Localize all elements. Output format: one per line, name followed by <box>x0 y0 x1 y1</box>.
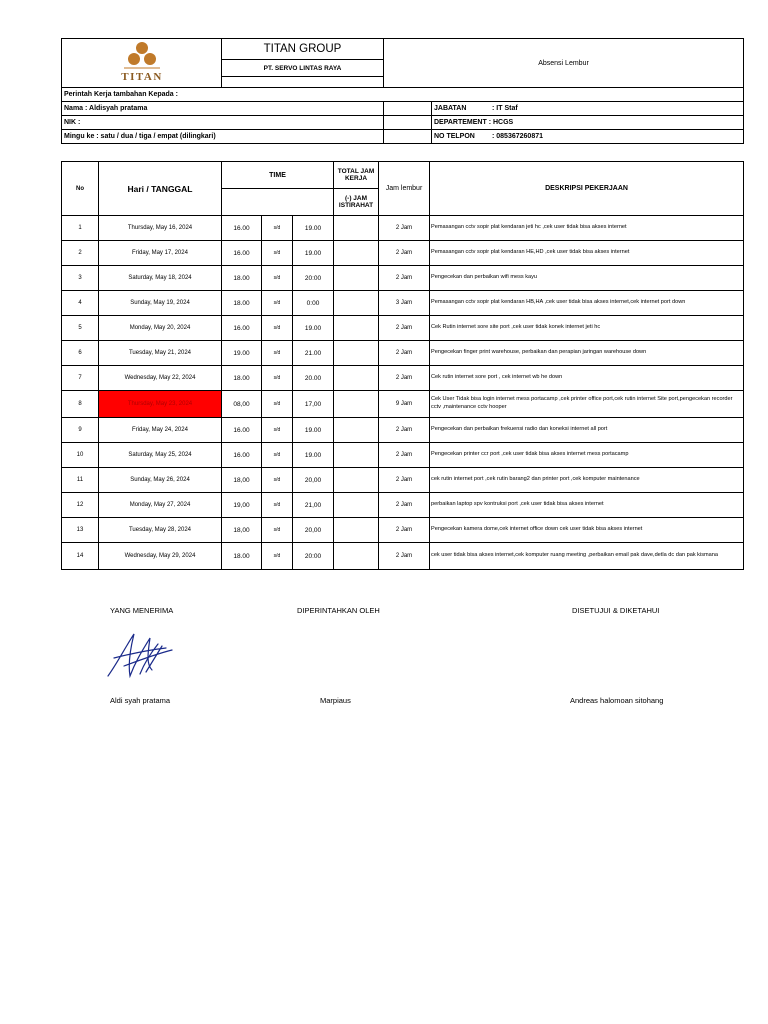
row-date: Tuesday, May 21, 2024 <box>99 341 222 366</box>
table-row <box>62 241 744 266</box>
row-total <box>334 366 379 391</box>
logo-text: TITAN <box>120 71 163 83</box>
row-start-time: 18.00 <box>222 543 262 570</box>
row-no: 10 <box>62 443 99 468</box>
col-istirahat-header: (-) JAM ISTIRAHAT <box>334 189 379 216</box>
row-start-time: 16.00 <box>222 443 262 468</box>
row-desc: Pengecekan kamera dome,cek internet office down cek user tidak bisa akses internet <box>430 518 744 543</box>
jabatan-field <box>432 102 744 116</box>
row-end-time: 20,00 <box>293 518 334 543</box>
row-lembur: 2 Jam <box>379 443 430 468</box>
row-total <box>334 418 379 443</box>
row-sd: s/d <box>262 316 293 341</box>
approved-name: Andreas halomoan sitohang <box>570 696 664 705</box>
row-no: 4 <box>62 291 99 316</box>
row-sd: s/d <box>262 493 293 518</box>
row-end-time: 19.00 <box>293 241 334 266</box>
row-end-time: 20:00 <box>293 543 334 570</box>
table-row <box>62 468 744 493</box>
row-start-time: 16.00 <box>222 241 262 266</box>
row-no: 8 <box>62 391 99 418</box>
row-end-time: 19.00 <box>293 316 334 341</box>
row-lembur: 2 Jam <box>379 216 430 241</box>
row-start-time: 16.00 <box>222 316 262 341</box>
overtime-table <box>61 161 744 570</box>
row-total <box>334 543 379 570</box>
row-no: 9 <box>62 418 99 443</box>
row-total <box>334 266 379 291</box>
row-lembur: 2 Jam <box>379 241 430 266</box>
row-sd: s/d <box>262 341 293 366</box>
row-lembur: 2 Jam <box>379 493 430 518</box>
row-end-time: 20:00 <box>293 266 334 291</box>
row-sd: s/d <box>262 468 293 493</box>
row-total <box>334 291 379 316</box>
row-lembur: 2 Jam <box>379 316 430 341</box>
row-no: 7 <box>62 366 99 391</box>
signature-scribble-icon <box>100 624 180 684</box>
row-desc: Pemasangan cctv sopir plat kendaran HE,HD ,cek user tidak bisa akses internet <box>430 241 744 266</box>
row-start-time: 18,00 <box>222 468 262 493</box>
col-lembur-header: Jam lembur <box>379 162 430 216</box>
row-no: 1 <box>62 216 99 241</box>
telpon-value: : 085367260871 <box>492 133 543 140</box>
telpon-label: NO TELPON <box>434 133 475 140</box>
minggu-field: Mingu ke : satu / dua / tiga / empat (dilingkari) <box>62 130 384 144</box>
row-date: Saturday, May 18, 2024 <box>99 266 222 291</box>
table-row <box>62 291 744 316</box>
row-date: Friday, May 24, 2024 <box>99 418 222 443</box>
row-lembur: 2 Jam <box>379 341 430 366</box>
row-total <box>334 341 379 366</box>
col-tanggal-header: Hari / TANGGAL <box>99 162 222 216</box>
row-lembur: 3 Jam <box>379 291 430 316</box>
jabatan-label: JABATAN <box>434 105 467 112</box>
row-desc: cek rutin internet port ,cek rutin barang2 dan printer port ,cek komputer maintenance <box>430 468 744 493</box>
row-date: Monday, May 27, 2024 <box>99 493 222 518</box>
row-date: Thursday, May 16, 2024 <box>99 216 222 241</box>
receiver-title: YANG MENERIMA <box>110 606 174 615</box>
row-start-time: 19.00 <box>222 341 262 366</box>
row-end-time: 0:00 <box>293 291 334 316</box>
row-total <box>334 216 379 241</box>
row-date: Tuesday, May 28, 2024 <box>99 518 222 543</box>
table-row <box>62 443 744 468</box>
row-start-time: 18.00 <box>222 266 262 291</box>
row-desc: Cek Rutin internet sore site port ,cek user tidak konek internet jeti hc <box>430 316 744 341</box>
row-total <box>334 241 379 266</box>
receiver-name: Aldi syah pratama <box>110 696 171 705</box>
row-sd: s/d <box>262 443 293 468</box>
row-no: 6 <box>62 341 99 366</box>
row-total <box>334 391 379 418</box>
row-start-time: 18.00 <box>222 366 262 391</box>
row-date: Monday, May 20, 2024 <box>99 316 222 341</box>
row-sd: s/d <box>262 241 293 266</box>
table-row <box>62 418 744 443</box>
row-desc: Pengecekan finger print warehouse, perbaikan dan perapian jaringan warehouse down <box>430 341 744 366</box>
row-end-time: 19.00 <box>293 418 334 443</box>
row-sd: s/d <box>262 391 293 418</box>
col-total-header: TOTAL JAM KERJA <box>334 162 379 189</box>
col-no-header: No <box>62 162 99 216</box>
row-date: Sunday, May 26, 2024 <box>99 468 222 493</box>
row-no: 13 <box>62 518 99 543</box>
row-total <box>334 518 379 543</box>
ordered-title: DIPERINTAHKAN OLEH <box>297 606 380 615</box>
row-no: 11 <box>62 468 99 493</box>
row-end-time: 20.00 <box>293 366 334 391</box>
nik-field: NIK : <box>62 116 384 130</box>
header-table <box>61 38 744 144</box>
nama-field: Nama : Aldisyah pratama <box>62 102 384 116</box>
row-desc: Cek rutin internet sore port , cek internet wb he down <box>430 366 744 391</box>
departement-field: DEPARTEMENT : HCGS <box>432 116 744 130</box>
table-row <box>62 518 744 543</box>
row-no: 12 <box>62 493 99 518</box>
row-lembur: 2 Jam <box>379 543 430 570</box>
company-name: TITAN GROUP <box>222 39 384 60</box>
row-date: Wednesday, May 22, 2024 <box>99 366 222 391</box>
row-end-time: 19.00 <box>293 216 334 241</box>
row-total <box>334 468 379 493</box>
row-lembur: 2 Jam <box>379 266 430 291</box>
row-desc: Pengecekan dan perbaikan frekuensi radio dan koneksi internet all port <box>430 418 744 443</box>
row-end-time: 20,00 <box>293 468 334 493</box>
logo-cell <box>62 39 222 88</box>
subcompany-name: PT. SERVO LINTAS RAYA <box>222 60 384 76</box>
row-desc: Cek User Tidak bisa login internet mess portacamp ,cek printer office port,cek rutin internet Site port,pengecekan recorder cctv ,maintenance cctv hooper <box>430 391 744 418</box>
row-start-time: 19,00 <box>222 493 262 518</box>
row-lembur: 2 Jam <box>379 518 430 543</box>
doc-title: Absensi Lembur <box>384 39 744 88</box>
ordered-name: Marpiaus <box>320 696 351 705</box>
row-desc: cek user tidak bisa akses internet,cek komputer ruang meeting ,perbaikan email pak dave,detla dc dan pak kismana <box>430 543 744 570</box>
row-start-time: 16.00 <box>222 418 262 443</box>
row-date: Sunday, May 19, 2024 <box>99 291 222 316</box>
titan-logo-icon <box>102 39 182 85</box>
table-row <box>62 341 744 366</box>
row-total <box>334 443 379 468</box>
row-date: Saturday, May 25, 2024 <box>99 443 222 468</box>
table-row <box>62 493 744 518</box>
row-lembur: 2 Jam <box>379 366 430 391</box>
table-row <box>62 266 744 291</box>
table-row <box>62 316 744 341</box>
row-total <box>334 316 379 341</box>
row-end-time: 19.00 <box>293 443 334 468</box>
table-row <box>62 391 744 418</box>
jabatan-value: : IT Staf <box>492 105 518 112</box>
row-end-time: 21,00 <box>293 493 334 518</box>
row-sd: s/d <box>262 543 293 570</box>
row-start-time: 08,00 <box>222 391 262 418</box>
row-sd: s/d <box>262 291 293 316</box>
row-date: Wednesday, May 29, 2024 <box>99 543 222 570</box>
table-row <box>62 543 744 570</box>
row-end-time: 21.00 <box>293 341 334 366</box>
row-no: 3 <box>62 266 99 291</box>
col-time-header: TIME <box>222 162 334 189</box>
row-desc: Pengecekan dan perbaikan wifi mess kayu <box>430 266 744 291</box>
approved-title: DISETUJUI & DIKETAHUI <box>572 606 660 615</box>
row-desc: Pemasangan cctv sopir plat kendaran HB,HA ,cek user tidak bisa akses internet,cek internet port down <box>430 291 744 316</box>
row-sd: s/d <box>262 266 293 291</box>
table-row <box>62 366 744 391</box>
row-desc: Pemasangan cctv sopir plat kendaran jeti hc ,cek user tidak bisa akses internet <box>430 216 744 241</box>
row-desc: Pengecekan printer ccr port ,cek user tidak bisa akses internet mess portacamp <box>430 443 744 468</box>
col-desc-header: DESKRIPSI PEKERJAAN <box>430 162 744 216</box>
row-start-time: 18,00 <box>222 518 262 543</box>
row-no: 2 <box>62 241 99 266</box>
row-no: 14 <box>62 543 99 570</box>
signature-section <box>0 600 768 720</box>
row-start-time: 18.00 <box>222 291 262 316</box>
row-total <box>334 493 379 518</box>
row-sd: s/d <box>262 418 293 443</box>
row-desc: perbaikan laptop spv kontruksi port ,cek user tidak bisa akses internet <box>430 493 744 518</box>
row-sd: s/d <box>262 216 293 241</box>
row-sd: s/d <box>262 366 293 391</box>
row-date: Thursday, May 23, 2024 <box>99 391 222 418</box>
row-date: Friday, May 17, 2024 <box>99 241 222 266</box>
row-end-time: 17,00 <box>293 391 334 418</box>
instruction-line: Perintah Kerja tambahan Kepada : <box>62 88 744 102</box>
row-start-time: 16.00 <box>222 216 262 241</box>
row-no: 5 <box>62 316 99 341</box>
telpon-field <box>432 130 744 144</box>
row-lembur: 2 Jam <box>379 418 430 443</box>
row-sd: s/d <box>262 518 293 543</box>
row-lembur: 2 Jam <box>379 468 430 493</box>
row-lembur: 9 Jam <box>379 391 430 418</box>
table-row <box>62 216 744 241</box>
